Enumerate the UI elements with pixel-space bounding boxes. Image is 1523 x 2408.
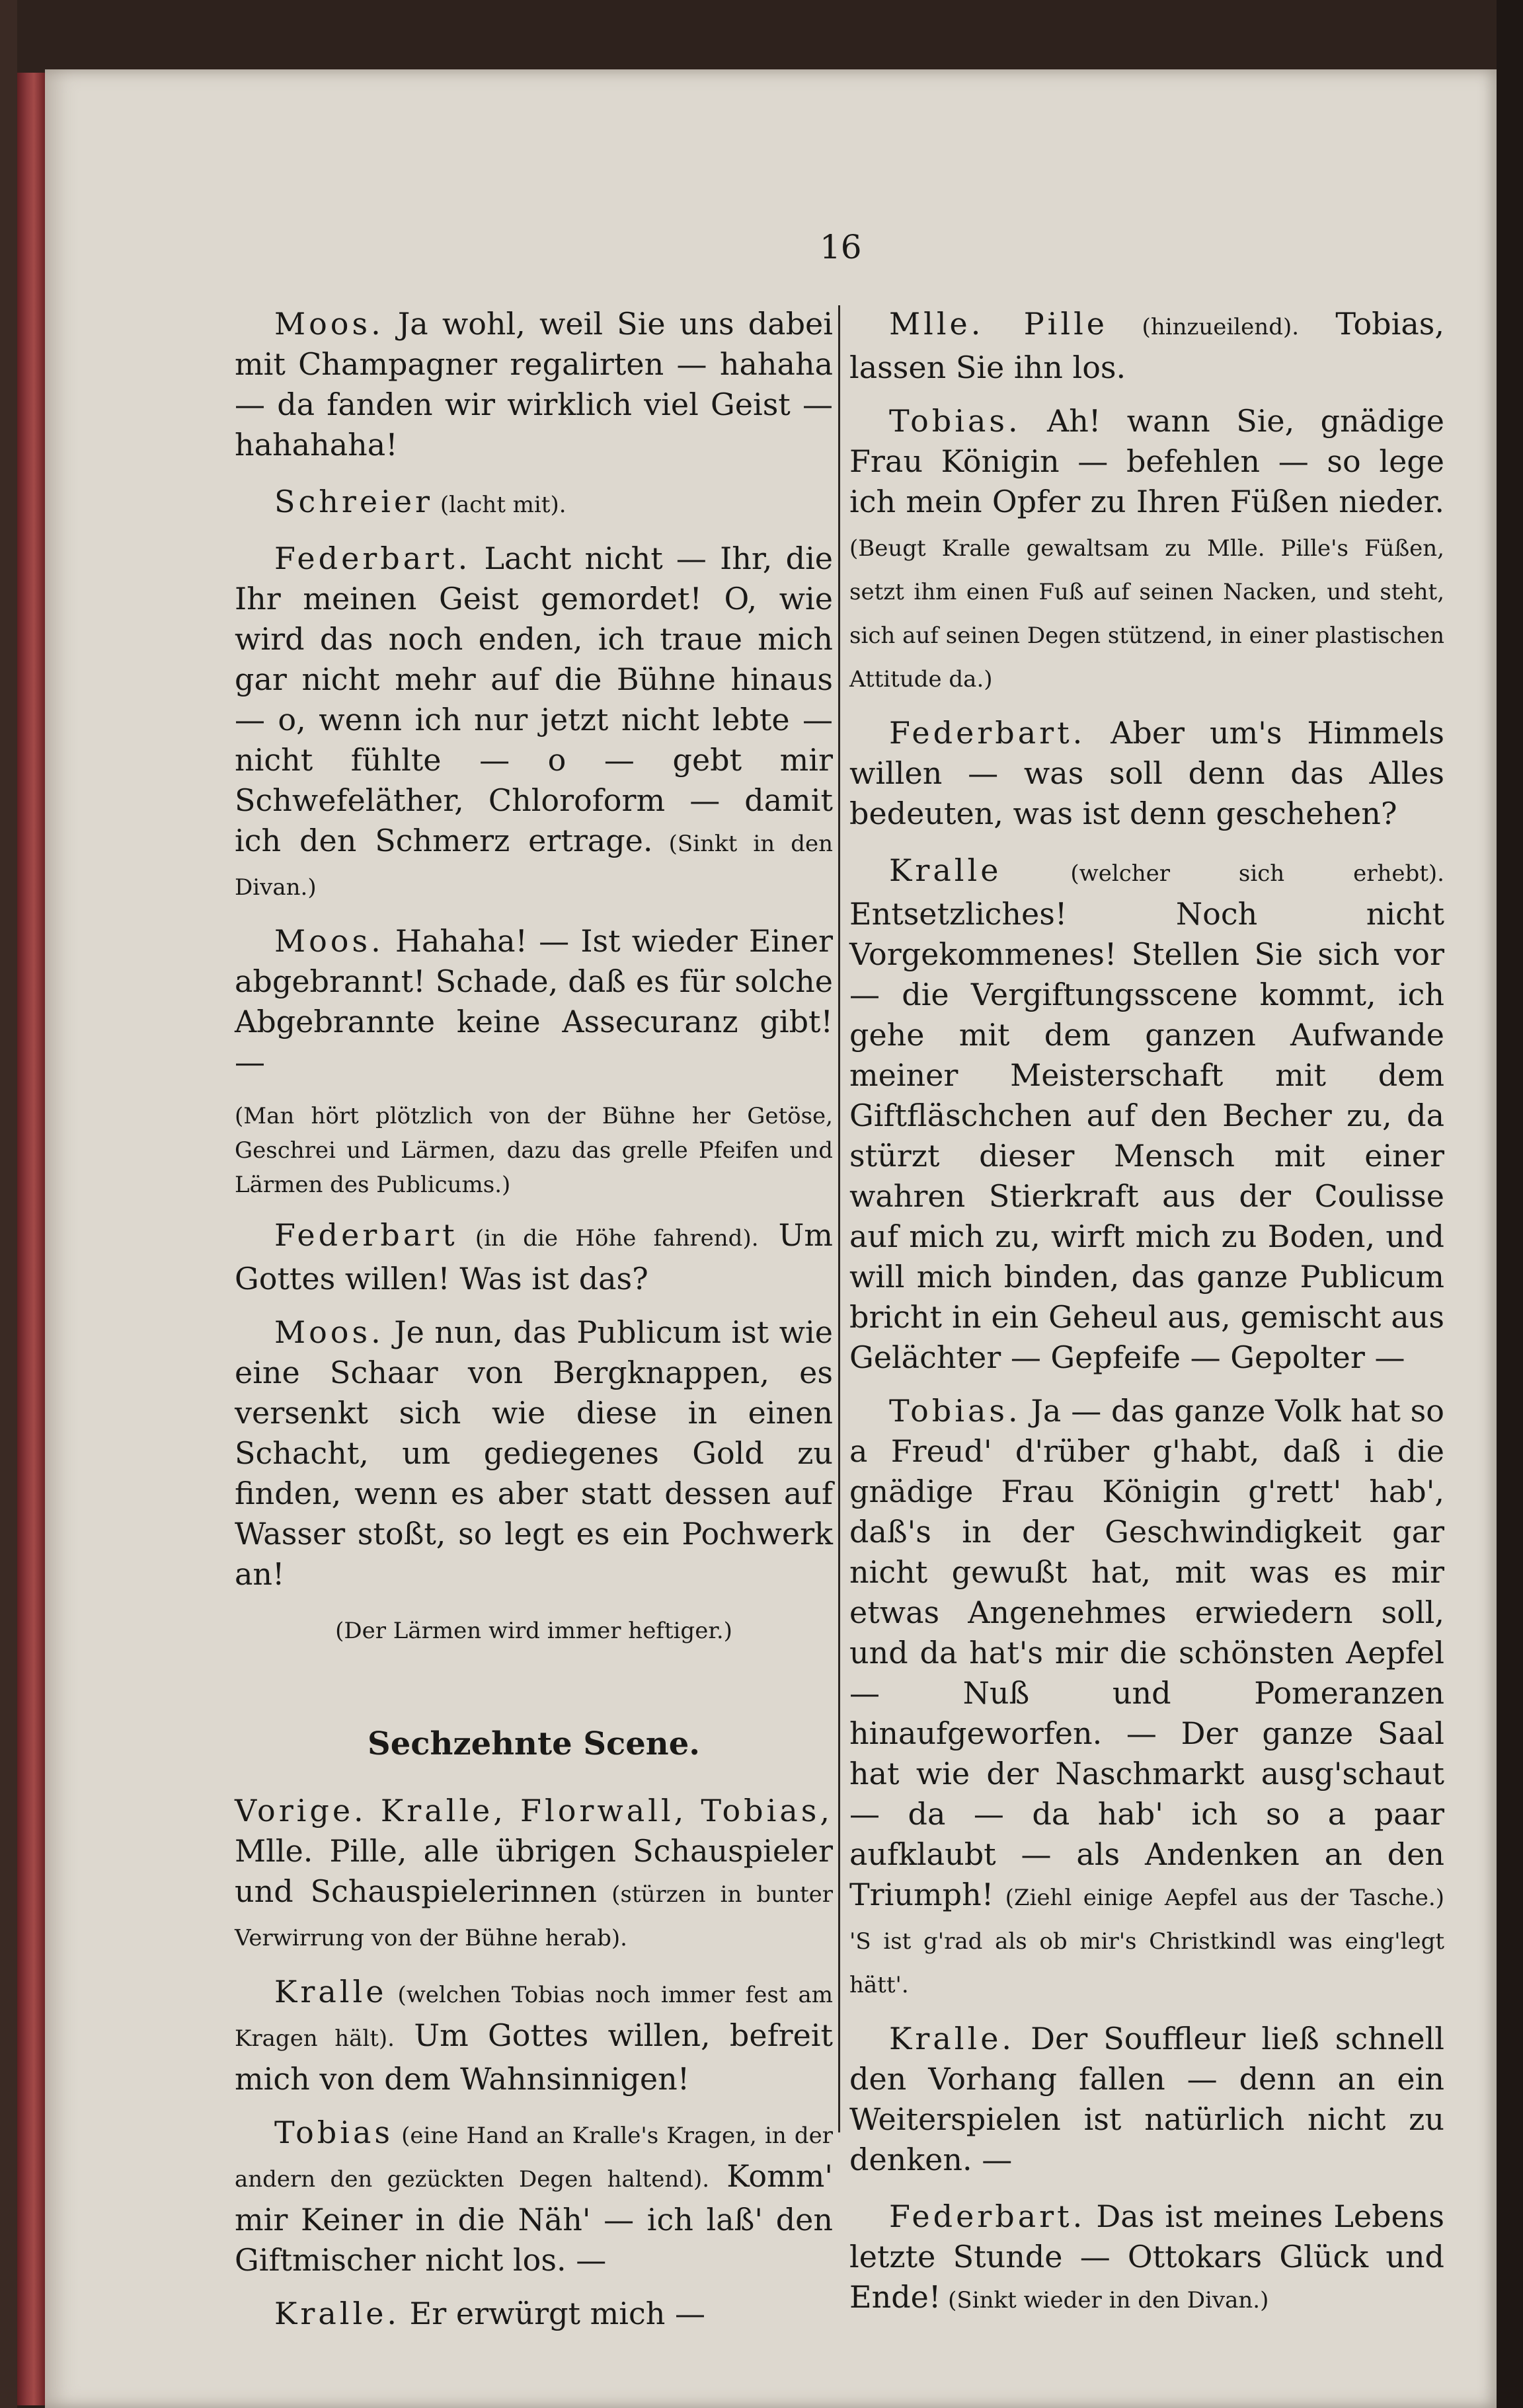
speech: Entsetzliches! Noch nicht Vorgekommenes! Stellen Sie sich vor — die Vergiftungsscene kommt, ich gehe mit dem ganzen Aufwande meiner Meisterschaft mit dem Giftfläschchen auf den Becher zu, da stürzt dieser Mensch mit einer wahren Stierkraft aus der Coulisse auf mich zu, wirft mich zu Boden, und will mich binden, das ganze Publicum bricht in ein Geheul aus, gemischt aus Gelächter — Gepfeife — Gepolter — [849,896,1444,1375]
stage-direction: (in die Höhe fahrend). [457,1225,759,1252]
page-number: 16 [820,228,862,266]
speech: Der Souffleur ließ schnell den Vorhang fallen — denn an ein Weiterspielen ist natürlich nicht zu denken. — [849,2021,1444,2177]
speaker: Federbart. [274,541,471,576]
speaker: Federbart [274,1217,458,1253]
speaker: Kralle [274,1974,387,2010]
speech: Ja — das ganze Volk hat so a Freud' d'rüber g'habt, daß i die gnädige Frau Königin g'rett' hab', daß's in der Geschwindigkeit gar nicht gewußt hat, mit was es mir etwas Angenehmes erwiedern soll, und da hat's mir die schönsten Aepfel — Nuß und Pomeranzen hinaufgeworfen. — Der ganze Saal hat wie der Naschmarkt ausg'schaut — da — da hab' ich so a paar aufklaubt — als Andenken an den Triumph! [849,1393,1444,1912]
stage-direction: (stürzen in bunter Verwirrung von der Bühne herab). [235,1881,833,1951]
book-right-edge [1497,0,1523,2408]
dialogue-entry [849,2197,1444,2321]
speech: Tobias, lassen Sie ihn los. [849,306,1444,385]
stage-direction: (welcher sich erhebt). [1001,860,1444,887]
speech: Mlle. Pille, alle übrigen Schauspieler und Schauspielerinnen [235,1833,833,1909]
dialogue-entry [235,921,833,1086]
speech: Er erwürgt mich — [400,2296,705,2331]
dialogue-entry [849,401,1444,700]
speaker: Tobias. [889,1393,1021,1429]
speech: Komm' mir Keiner in die Näh' — ich laß' den Giftmischer nicht los. — [235,2158,833,2278]
speaker: Moos. [274,923,384,959]
speech: Um Gottes willen, befreit mich von dem Wahnsinnigen! [235,2017,833,2097]
stage-direction: (Der Lärmen wird immer heftiger.) [335,1618,732,1644]
stage-direction-block [235,1099,833,1202]
stage-direction: (Man hört plötzlich von der Bühne her Getöse, Geschrei und Lärmen, dazu das grelle Pfeifen und Lärmen des Publicums.) [235,1103,833,1198]
stage-direction: (Beugt Kralle gewaltsam zu Mlle. Pille's Füßen, setzt ihm einen Fuß auf seinen Nacken, und steht, sich auf seinen Degen stützend, in einer plastischen Attitude da.) [849,535,1444,693]
right-column [849,304,1444,2334]
dialogue-entry [235,304,833,469]
stage-direction: (eine Hand an Kralle's Kragen, in der andern den gezückten Degen haltend). [235,2123,833,2193]
dialogue-entry [235,1215,833,1299]
speech: Je nun, das Publicum ist wie eine Schaar von Bergknappen, es versenkt sich wie diese in einen Schacht, um gediegenes Gold zu finden, wenn es aber statt dessen auf Wasser stoßt, so legt es ein Pochwerk an! [235,1314,833,1592]
stage-direction: (hinzueilend). [1108,314,1300,340]
dialogue-entry [235,1972,833,2099]
column-rule [838,305,840,2132]
speaker: Federbart. [889,2199,1086,2234]
speech: Hahaha! — Ist wieder Einer abgebrannt! Schade, daß es für solche Abgebrannte keine Assecuranz gibt! — [235,923,833,1080]
dialogue-entry [849,1391,1444,2006]
stage-direction: (Ziehl einige Aepfel aus der Tasche.) 'S ist g'rad als ob mir's Christkindl was eing'legt hätt'. [849,1885,1444,1998]
stage-direction-block [235,1611,833,1651]
dialogue-entry [849,713,1444,837]
dialogue-entry [235,1791,833,1959]
dialogue-entry [235,2113,833,2280]
stage-direction: (Sinkt in den Divan.) [235,831,833,901]
speech: Ah! wann Sie, gnädige Frau Königin — befehlen — so lege ich mein Opfer zu Ihren Füßen nieder. [849,403,1444,519]
dialogue-entry [235,2294,833,2337]
book-top-edge [0,0,1523,73]
speech: Aber um's Himmels willen — was soll denn das Alles bedeuten, was ist denn geschehen? [849,715,1444,831]
speaker: Kralle. [889,2021,1015,2056]
stage-direction: (lacht mit). [433,492,566,518]
speaker: Moos. [274,306,384,342]
speaker: Vorige. Kralle, Florwall, Tobias, [235,1793,833,1828]
speech: Um Gottes willen! Was ist das? [235,1217,834,1297]
dialogue-entry [235,1312,833,1598]
speaker: Kralle [889,852,1002,888]
speaker: Tobias [274,2115,393,2150]
speaker: Federbart. [889,715,1086,751]
stage-direction: (Sinkt wieder in den Divan.) [941,2287,1269,2314]
scene-heading: Sechzehnte Scene. [368,1725,700,1762]
speech: Ja wohl, weil Sie uns dabei mit Champagner regalirten — hahaha — da fanden wir wirklich viel Geist — hahahaha! [235,306,833,463]
speech: Das ist meines Lebens letzte Stunde — Ottokars Glück und Ende! [849,2199,1444,2315]
speaker: Moos. [274,1314,384,1350]
dialogue-entry [849,2019,1444,2183]
speech: Lacht nicht — Ihr, die Ihr meinen Geist gemordet! O, wie wird das noch enden, ich traue mich gar nicht mehr auf die Bühne hinaus — o, wenn ich nur jetzt nicht lebte — nicht fühlte — o — gebt mir Schwefeläther, Chloroform — damit ich den Schmerz ertrage. [235,541,833,858]
left-column [235,304,833,2351]
speaker: Schreier [274,484,434,519]
dialogue-entry [235,482,833,525]
speaker: Mlle. Pille [889,306,1109,342]
dialogue-entry [235,539,833,908]
speaker: Kralle. [274,2296,401,2331]
dialogue-entry [849,850,1444,1378]
book-spine [17,73,45,2405]
speaker: Tobias. [889,403,1021,439]
dialogue-entry [849,304,1444,388]
stage-direction: (welchen Tobias noch immer fest am Kragen hält). [235,1982,833,2052]
book-cover-edge [0,0,17,2408]
